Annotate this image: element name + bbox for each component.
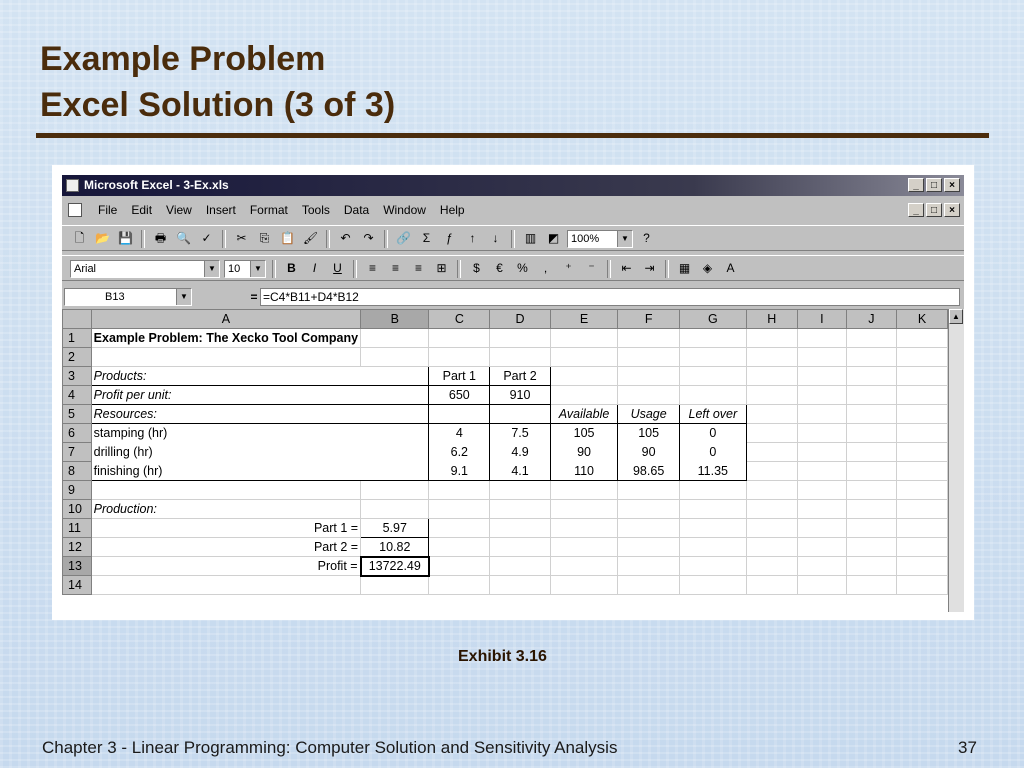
font-name-value: Arial xyxy=(74,262,97,275)
column-header-d[interactable]: D xyxy=(490,310,551,329)
font-size-select[interactable] xyxy=(224,260,266,278)
maximize-button[interactable]: □ xyxy=(926,178,942,192)
cell-i4[interactable] xyxy=(797,386,846,405)
cell-b5[interactable] xyxy=(361,405,429,424)
cell-e5[interactable]: Available xyxy=(550,405,617,424)
column-header-c[interactable]: C xyxy=(429,310,490,329)
standard-toolbar xyxy=(62,225,964,251)
table-row xyxy=(63,405,948,424)
cell-g2[interactable] xyxy=(680,348,747,367)
new-document-icon[interactable]: 🗋 xyxy=(74,231,85,245)
currency-icon[interactable]: $ xyxy=(473,261,480,275)
cell-b11[interactable]: 5.97 xyxy=(361,519,429,538)
chevron-down-icon[interactable]: ▼ xyxy=(250,261,265,277)
cell-c8[interactable]: 9.1 xyxy=(429,462,490,481)
cell-e4[interactable] xyxy=(550,386,617,405)
autosum-icon[interactable]: Σ xyxy=(422,231,431,245)
column-header-e[interactable]: E xyxy=(550,310,617,329)
close-button[interactable]: × xyxy=(944,178,960,192)
cell-k13[interactable] xyxy=(896,557,947,576)
table-row xyxy=(63,481,948,500)
excel-titlebar xyxy=(62,175,964,196)
menu-file[interactable]: File xyxy=(98,203,118,217)
font-size-value: 10 xyxy=(228,262,241,275)
cell-b10[interactable] xyxy=(361,500,429,519)
cell-h14[interactable] xyxy=(746,576,797,595)
cell-k5[interactable] xyxy=(896,405,947,424)
cell-e8[interactable]: 110 xyxy=(550,462,617,481)
doc-close-button[interactable]: × xyxy=(944,203,960,217)
cell-h10[interactable] xyxy=(746,500,797,519)
table-row xyxy=(63,443,948,462)
cell-i6[interactable] xyxy=(797,424,846,443)
formula-input[interactable]: =C4*B11+D4*B12 xyxy=(260,288,960,306)
cell-j3[interactable] xyxy=(846,367,896,386)
cell-a12[interactable]: Part 2 = xyxy=(91,538,360,557)
cell-a9[interactable] xyxy=(91,481,360,500)
row-header[interactable]: 8 xyxy=(63,462,92,481)
spelling-icon[interactable]: ✓ xyxy=(201,231,212,245)
cell-c5[interactable] xyxy=(429,405,490,424)
font-color-icon[interactable]: A xyxy=(726,261,735,275)
decrease-decimal-icon[interactable]: ⁻ xyxy=(588,261,595,275)
cell-a14[interactable] xyxy=(91,576,360,595)
cell-d12[interactable] xyxy=(490,538,551,557)
increase-indent-icon[interactable]: ⇥ xyxy=(644,261,655,275)
formatting-toolbar xyxy=(62,255,964,281)
print-preview-icon[interactable]: 🔍 xyxy=(176,231,191,245)
cell-i8[interactable] xyxy=(797,462,846,481)
cell-h4[interactable] xyxy=(746,386,797,405)
cell-j1[interactable] xyxy=(846,329,896,348)
cell-f4[interactable] xyxy=(618,386,680,405)
table-row xyxy=(63,348,948,367)
cell-k9[interactable] xyxy=(896,481,947,500)
formula-bar xyxy=(62,287,964,307)
underline-icon[interactable]: U xyxy=(333,261,342,275)
cell-d8[interactable]: 4.1 xyxy=(490,462,551,481)
undo-icon[interactable]: ↶ xyxy=(340,231,351,245)
cell-h2[interactable] xyxy=(746,348,797,367)
doc-restore-button[interactable]: □ xyxy=(926,203,942,217)
column-header-f[interactable]: F xyxy=(618,310,680,329)
cell-g13[interactable] xyxy=(680,557,747,576)
cell-d14[interactable] xyxy=(490,576,551,595)
row-header[interactable]: 2 xyxy=(63,348,92,367)
cell-j5[interactable] xyxy=(846,405,896,424)
cell-c3[interactable]: Part 1 xyxy=(429,367,490,386)
worksheet-grid[interactable] xyxy=(62,309,948,612)
cell-g6[interactable]: 0 xyxy=(680,424,747,443)
cell-k11[interactable] xyxy=(896,519,947,538)
cell-c12[interactable] xyxy=(429,538,490,557)
cell-d9[interactable] xyxy=(490,481,551,500)
cell-g11[interactable] xyxy=(680,519,747,538)
cut-icon[interactable]: ✂ xyxy=(236,231,247,245)
cell-e6[interactable]: 105 xyxy=(550,424,617,443)
menu-format[interactable]: Format xyxy=(249,203,288,217)
cell-j8[interactable] xyxy=(846,462,896,481)
cell-k1[interactable] xyxy=(896,329,947,348)
cell-f7[interactable]: 90 xyxy=(618,443,680,462)
cell-d10[interactable] xyxy=(490,500,551,519)
cell-f11[interactable] xyxy=(618,519,680,538)
cell-b3[interactable] xyxy=(361,367,429,386)
row-header[interactable]: 12 xyxy=(63,538,92,557)
cell-i7[interactable] xyxy=(797,443,846,462)
merge-center-icon[interactable]: ⊞ xyxy=(436,261,447,275)
cell-a5[interactable]: Resources: xyxy=(91,405,360,424)
chevron-down-icon[interactable]: ▼ xyxy=(204,261,219,277)
cell-i13[interactable] xyxy=(797,557,846,576)
select-all-corner[interactable] xyxy=(63,310,92,329)
cell-j9[interactable] xyxy=(846,481,896,500)
cell-i2[interactable] xyxy=(797,348,846,367)
cell-b8[interactable] xyxy=(361,462,429,481)
table-row xyxy=(63,462,948,481)
chevron-down-icon[interactable]: ▼ xyxy=(176,289,191,305)
cell-a13[interactable]: Profit = xyxy=(91,557,360,576)
cell-a6[interactable]: stamping (hr) xyxy=(91,424,360,443)
cell-i14[interactable] xyxy=(797,576,846,595)
cell-h1[interactable] xyxy=(746,329,797,348)
cell-e3[interactable] xyxy=(550,367,617,386)
percent-icon[interactable]: % xyxy=(517,261,528,275)
cell-b7[interactable] xyxy=(361,443,429,462)
menu-data[interactable]: Data xyxy=(343,203,370,217)
cell-c10[interactable] xyxy=(429,500,490,519)
cell-e9[interactable] xyxy=(550,481,617,500)
row-header[interactable]: 6 xyxy=(63,424,92,443)
cell-e10[interactable] xyxy=(550,500,617,519)
table-row xyxy=(63,367,948,386)
cell-g5[interactable]: Left over xyxy=(680,405,747,424)
column-header-i[interactable]: I xyxy=(797,310,846,329)
cell-f3[interactable] xyxy=(618,367,680,386)
table-row xyxy=(63,576,948,595)
align-left-icon[interactable]: ≡ xyxy=(368,261,376,275)
cell-d2[interactable] xyxy=(490,348,551,367)
cell-d6[interactable]: 7.5 xyxy=(490,424,551,443)
column-header-g[interactable]: G xyxy=(680,310,747,329)
cell-f9[interactable] xyxy=(618,481,680,500)
page-number: 37 xyxy=(958,738,977,757)
cell-c4[interactable]: 650 xyxy=(429,386,490,405)
print-icon[interactable]: 🖶 xyxy=(154,231,167,245)
zoom-select[interactable] xyxy=(567,230,633,248)
cell-c13[interactable] xyxy=(429,557,490,576)
cell-g8[interactable]: 11.35 xyxy=(680,462,747,481)
equals-icon[interactable]: = xyxy=(250,290,258,304)
cell-c1[interactable] xyxy=(429,329,490,348)
save-icon[interactable]: 💾 xyxy=(118,231,133,245)
cell-g4[interactable] xyxy=(680,386,747,405)
cell-f1[interactable] xyxy=(618,329,680,348)
cell-j11[interactable] xyxy=(846,519,896,538)
row-header[interactable]: 4 xyxy=(63,386,92,405)
cell-b14[interactable] xyxy=(361,576,429,595)
cell-k12[interactable] xyxy=(896,538,947,557)
cell-i3[interactable] xyxy=(797,367,846,386)
cell-d13[interactable] xyxy=(490,557,551,576)
cell-c2[interactable] xyxy=(429,348,490,367)
function-icon[interactable]: ƒ xyxy=(446,231,453,245)
table-row xyxy=(63,329,948,348)
chevron-down-icon[interactable]: ▼ xyxy=(617,231,632,247)
cell-a8[interactable]: finishing (hr) xyxy=(91,462,360,481)
cell-g9[interactable] xyxy=(680,481,747,500)
toolbar-separator xyxy=(141,230,145,248)
cell-f2[interactable] xyxy=(618,348,680,367)
toolbar-separator xyxy=(607,260,611,278)
column-header-h[interactable]: H xyxy=(746,310,797,329)
cell-a7[interactable]: drilling (hr) xyxy=(91,443,360,462)
cell-d11[interactable] xyxy=(490,519,551,538)
cell-c7[interactable]: 6.2 xyxy=(429,443,490,462)
menu-bar xyxy=(62,199,964,221)
window-title: Microsoft Excel - 3-Ex.xls xyxy=(84,178,229,192)
menu-insert[interactable]: Insert xyxy=(205,203,236,217)
cell-h3[interactable] xyxy=(746,367,797,386)
cell-b9[interactable] xyxy=(361,481,429,500)
italic-icon[interactable]: I xyxy=(312,261,317,275)
decrease-indent-icon[interactable]: ⇤ xyxy=(621,261,632,275)
toolbar-separator xyxy=(457,260,461,278)
sort-descending-icon[interactable]: ↓ xyxy=(492,231,499,245)
minimize-button[interactable]: _ xyxy=(908,178,924,192)
hyperlink-icon[interactable]: 🔗 xyxy=(396,231,411,245)
cell-b12[interactable]: 10.82 xyxy=(361,538,429,557)
cell-a1[interactable]: Example Problem: The Xecko Tool Company xyxy=(91,329,360,348)
cell-e12[interactable] xyxy=(550,538,617,557)
cell-d1[interactable] xyxy=(490,329,551,348)
menu-help[interactable]: Help xyxy=(439,203,465,217)
cell-a11[interactable]: Part 1 = xyxy=(91,519,360,538)
cell-j10[interactable] xyxy=(846,500,896,519)
cell-h5[interactable] xyxy=(746,405,797,424)
cell-c14[interactable] xyxy=(429,576,490,595)
cell-g1[interactable] xyxy=(680,329,747,348)
slide-title-line2: Excel Solution (3 of 3) xyxy=(40,86,396,124)
cell-i12[interactable] xyxy=(797,538,846,557)
cell-c11[interactable] xyxy=(429,519,490,538)
cell-b13[interactable]: 13722.49 xyxy=(361,557,429,576)
column-header-k[interactable]: K xyxy=(896,310,947,329)
row-header[interactable]: 14 xyxy=(63,576,92,595)
cell-e7[interactable]: 90 xyxy=(550,443,617,462)
toolbar-separator xyxy=(222,230,226,248)
cell-h9[interactable] xyxy=(746,481,797,500)
cell-k4[interactable] xyxy=(896,386,947,405)
cell-e1[interactable] xyxy=(550,329,617,348)
menu-view[interactable]: View xyxy=(166,203,192,217)
cell-i10[interactable] xyxy=(797,500,846,519)
column-header-j[interactable]: J xyxy=(846,310,896,329)
name-box-value: B13 xyxy=(105,291,125,303)
cell-j13[interactable] xyxy=(846,557,896,576)
cell-g12[interactable] xyxy=(680,538,747,557)
toolbar-separator xyxy=(353,260,357,278)
cell-c9[interactable] xyxy=(429,481,490,500)
sort-ascending-icon[interactable]: ↑ xyxy=(469,231,476,245)
cell-a10[interactable]: Production: xyxy=(91,500,360,519)
cell-i9[interactable] xyxy=(797,481,846,500)
row-header[interactable]: 11 xyxy=(63,519,92,538)
fill-color-icon[interactable]: ◈ xyxy=(702,261,713,275)
align-center-icon[interactable]: ≡ xyxy=(391,261,399,275)
cell-j12[interactable] xyxy=(846,538,896,557)
menu-tools[interactable]: Tools xyxy=(301,203,330,217)
cell-j6[interactable] xyxy=(846,424,896,443)
cell-k6[interactable] xyxy=(896,424,947,443)
cell-d7[interactable]: 4.9 xyxy=(490,443,551,462)
cell-d5[interactable] xyxy=(490,405,551,424)
excel-window xyxy=(62,175,964,612)
cell-b2[interactable] xyxy=(361,348,429,367)
cell-h13[interactable] xyxy=(746,557,797,576)
cell-k8[interactable] xyxy=(896,462,947,481)
cell-d4[interactable]: 910 xyxy=(490,386,551,405)
cell-k7[interactable] xyxy=(896,443,947,462)
cell-g7[interactable]: 0 xyxy=(680,443,747,462)
euro-icon[interactable]: € xyxy=(496,261,503,275)
cell-c6[interactable]: 4 xyxy=(429,424,490,443)
slide-title xyxy=(40,36,395,128)
cell-j2[interactable] xyxy=(846,348,896,367)
bold-icon[interactable]: B xyxy=(287,261,296,275)
comma-style-icon[interactable]: , xyxy=(543,261,548,275)
cell-a2[interactable] xyxy=(91,348,360,367)
copy-icon[interactable]: ⎘ xyxy=(259,231,270,245)
cell-i11[interactable] xyxy=(797,519,846,538)
help-icon[interactable]: ? xyxy=(643,231,650,245)
table-row xyxy=(63,500,948,519)
cell-i5[interactable] xyxy=(797,405,846,424)
toolbar-separator xyxy=(272,260,276,278)
cell-a4[interactable]: Profit per unit: xyxy=(91,386,360,405)
toolbar-separator xyxy=(665,260,669,278)
paste-icon[interactable]: 📋 xyxy=(280,231,295,245)
column-header-a[interactable]: A xyxy=(91,310,360,329)
row-header[interactable]: 1 xyxy=(63,329,92,348)
name-box[interactable] xyxy=(64,288,192,306)
cell-g10[interactable] xyxy=(680,500,747,519)
cell-i1[interactable] xyxy=(797,329,846,348)
cell-f12[interactable] xyxy=(618,538,680,557)
open-folder-icon[interactable]: 📂 xyxy=(95,231,110,245)
worksheet-table xyxy=(62,309,948,595)
cell-k10[interactable] xyxy=(896,500,947,519)
cell-f14[interactable] xyxy=(618,576,680,595)
increase-decimal-icon[interactable]: ⁺ xyxy=(565,261,572,275)
row-header[interactable]: 3 xyxy=(63,367,92,386)
borders-icon[interactable]: ▦ xyxy=(678,261,691,275)
cell-b1[interactable] xyxy=(361,329,429,348)
cell-k3[interactable] xyxy=(896,367,947,386)
cell-h12[interactable] xyxy=(746,538,797,557)
font-name-select[interactable] xyxy=(70,260,220,278)
cell-k14[interactable] xyxy=(896,576,947,595)
title-underline xyxy=(36,133,989,138)
cell-f6[interactable]: 105 xyxy=(618,424,680,443)
row-header[interactable]: 9 xyxy=(63,481,92,500)
table-row xyxy=(63,386,948,405)
scroll-up-icon[interactable]: ▲ xyxy=(949,309,963,324)
column-header-row xyxy=(63,310,948,329)
zoom-value: 100% xyxy=(571,232,600,245)
vertical-scrollbar[interactable] xyxy=(948,309,964,612)
cell-h8[interactable] xyxy=(746,462,797,481)
cell-b6[interactable] xyxy=(361,424,429,443)
cell-h6[interactable] xyxy=(746,424,797,443)
format-painter-icon[interactable]: 🖌 xyxy=(302,231,319,245)
doc-minimize-button[interactable]: _ xyxy=(908,203,924,217)
align-right-icon[interactable]: ≡ xyxy=(414,261,422,275)
menu-window[interactable]: Window xyxy=(383,203,426,217)
cell-e14[interactable] xyxy=(550,576,617,595)
cell-e2[interactable] xyxy=(550,348,617,367)
cell-h11[interactable] xyxy=(746,519,797,538)
cell-j14[interactable] xyxy=(846,576,896,595)
cell-h7[interactable] xyxy=(746,443,797,462)
slide-title-line1: Example Problem xyxy=(40,40,326,78)
cell-g14[interactable] xyxy=(680,576,747,595)
cell-a3[interactable]: Products: xyxy=(91,367,360,386)
table-row xyxy=(63,424,948,443)
table-row xyxy=(63,557,948,576)
cell-f13[interactable] xyxy=(618,557,680,576)
redo-icon[interactable]: ↷ xyxy=(363,231,374,245)
row-header[interactable]: 10 xyxy=(63,500,92,519)
toolbar-separator xyxy=(384,230,388,248)
row-header[interactable]: 7 xyxy=(63,443,92,462)
row-header[interactable]: 5 xyxy=(63,405,92,424)
cell-f10[interactable] xyxy=(618,500,680,519)
drawing-icon[interactable]: ◩ xyxy=(547,231,560,245)
document-icon[interactable] xyxy=(68,203,82,217)
cell-f5[interactable]: Usage xyxy=(618,405,680,424)
cell-k2[interactable] xyxy=(896,348,947,367)
cell-b4[interactable] xyxy=(361,386,429,405)
cell-j4[interactable] xyxy=(846,386,896,405)
menu-edit[interactable]: Edit xyxy=(131,203,153,217)
slide-footer: Chapter 3 - Linear Programming: Computer Solution and Sensitivity Analysis xyxy=(42,738,618,757)
excel-app-icon[interactable] xyxy=(66,179,79,192)
cell-e13[interactable] xyxy=(550,557,617,576)
exhibit-caption: Exhibit 3.16 xyxy=(458,648,547,665)
toolbar-separator xyxy=(511,230,515,248)
row-header[interactable]: 13 xyxy=(63,557,92,576)
cell-e11[interactable] xyxy=(550,519,617,538)
cell-d3[interactable]: Part 2 xyxy=(490,367,551,386)
cell-j7[interactable] xyxy=(846,443,896,462)
toolbar-separator xyxy=(326,230,330,248)
table-row xyxy=(63,519,948,538)
column-header-b[interactable]: B xyxy=(361,310,429,329)
cell-g3[interactable] xyxy=(680,367,747,386)
table-row xyxy=(63,538,948,557)
chart-wizard-icon[interactable]: ▥ xyxy=(524,231,537,245)
cell-f8[interactable]: 98.65 xyxy=(618,462,680,481)
